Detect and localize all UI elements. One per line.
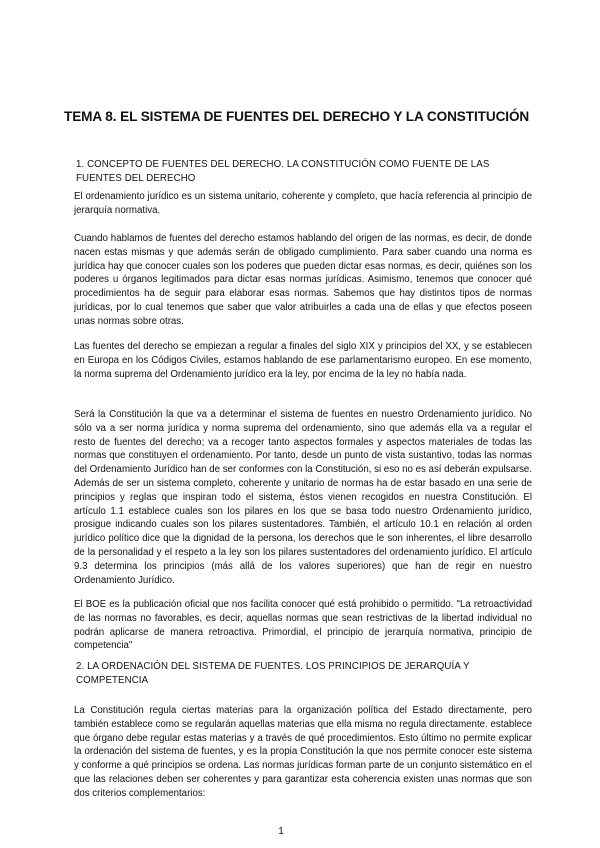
paragraph-boe: El BOE es la publicación oficial que nos facilita conocer qué está prohibido o permitido. "La retroactividad de las normas no favorables, es decir, aquellas normas que sean restrictivas de la libertad individual no podrán aplicarse de manera retroactiva. Primordial, el principio de jerarquía normativa, principio de competencia" [74, 599, 532, 652]
page-number: 1 [278, 826, 284, 837]
section-heading-1: 1. CONCEPTO DE FUENTES DEL DERECHO. LA CONSTITUCIÓN COMO FUENTE DE LAS FUENTES DEL DERECHO [76, 159, 490, 184]
paragraph-intro: El ordenamiento jurídico es un sistema unitario, coherente y completo, que hacía referencia al principio de jerarquía normativa. [74, 191, 532, 216]
paragraph-fuentes: Cuando hablamos de fuentes del derecho estamos hablando del origen de las normas, es decir, de donde nacen estas mismas y que además serán de obligado cumplimiento. Para saber cuando una norma es jurídica hay que conocer cuales son los poderes que pueden dictar esas normas, es decir, quiénes son los poderes u órganos legitimados para dictar esas normas jurídicas. Asimismo, tenemos que conocer qué procedimientos ha de seguir para elaborar esas normas. Sabemos que hay distintos tipos de normas jurídicas, por lo cual tenemos que saber que valor atribuirles a cada una de ellas y que efectos poseen unas normas sobre otras. [74, 233, 532, 327]
paragraph-ordenacion: La Constitución regula ciertas materias para la organización política del Estado directamente, pero también establece como se regularán aquellas materias que ella misma no regula directamente. establece que órgano debe regular estas materias y a través de qué procedimientos. Esto último no permite explicar la ordenación del sistema de fuentes, y es la propia Constitución la que nos permite conocer este sistema y conforme a qué principios se ordena. Las normas jurídicas forman parte de un conjunto sistemático en el que las relaciones deben ser coherentes y para garantizar esta coherencia existen unas normas que son dos criterios complementarios: [74, 705, 532, 799]
page-title: TEMA 8. EL SISTEMA DE FUENTES DEL DERECHO Y LA CONSTITUCIÓN [64, 109, 530, 124]
section-heading-2: 2. LA ORDENACIÓN DEL SISTEMA DE FUENTES. LOS PRINCIPIOS DE JERARQUÍA Y COMPETENCIA [76, 661, 470, 686]
paragraph-constitucion: Será la Constitución la que va a determinar el sistema de fuentes en nuestro Ordenamiento jurídico. No sólo va a ser norma jurídica y norma suprema del ordenamiento, sino que además ella va a regular el resto de fuentes del derecho; va a recoger tanto aspectos formales y aspectos materiales de todas las normas que constituyen el ordenamiento. Por tanto, desde un punto de vista sustantivo, todas las normas del Ordenamiento Jurídico han de ser conformes con la Constitución, si eso no es así deberán expulsarse. Además de ser un sistema completo, coherente y unitario de normas ha de estar basado en una serie de principios y reglas que inspiran todo el sistema, éstos vienen recogidos en nuestra Constitución. El artículo 1.1 establece cuales son los pilares en los que se basa todo nuestro Ordenamiento jurídico, prosigue indicando cuales son los pilares sustentadores. También, el artículo 10.1 en relación al orden jurídico político dice que la dignidad de la persona, los derechos que le son inherentes, el libre desarrollo de la personalidad y el respeto a la ley son los pilares sustentadores del ordenamiento jurídico. El artículo 9.3 determina los principios (más allá de los valores superiores) que han de regir en nuestro Ordenamiento Jurídico. [74, 409, 532, 586]
paragraph-historia: Las fuentes del derecho se empiezan a regular a finales del siglo XIX y principios del XX, y se establecen en Europa en los Códigos Civiles, estamos hablando de ese parlamentarismo europeo. En ese momento, la norma suprema del Ordenamiento jurídico era la ley, por encima de la ley no había nada. [74, 341, 532, 380]
